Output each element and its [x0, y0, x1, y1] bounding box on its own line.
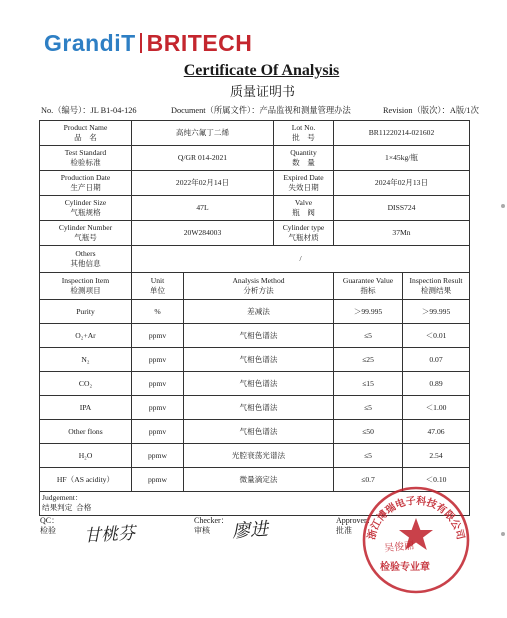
cylinder-number-label: Cylinder Number 气瓶号 — [40, 221, 132, 246]
test-standard-value: Q/GR 014-2021 — [132, 146, 274, 171]
result-cell: 0.07 — [403, 348, 470, 372]
method-cell: 气相色谱法 — [184, 348, 334, 372]
scan-edge-mark — [501, 532, 505, 536]
judgement-result: 结果判定 合格 — [42, 503, 92, 512]
valve-label: Valve 瓶 阀 — [274, 196, 334, 221]
inspection-header-row — [40, 273, 470, 300]
guarantee-cell: ≤5 — [334, 444, 403, 468]
logo-grandit: GrandiT — [44, 30, 136, 56]
logo-divider — [140, 33, 142, 53]
title-zh: 质量证明书 — [229, 84, 295, 99]
unit-cell: % — [132, 300, 184, 324]
lot-label: Lot No. 批 号 — [274, 121, 334, 146]
guarantee-cell: ≤5 — [334, 324, 403, 348]
info-row — [40, 221, 470, 246]
certificate-table — [39, 120, 470, 516]
expired-date-label: Expired Date 失效日期 — [274, 171, 334, 196]
doc-reference: Document（所属文件）：产品监视和测量管理办法 — [171, 106, 351, 115]
method-cell: 气相色谱法 — [184, 420, 334, 444]
method-cell: 光腔衰荡光谱法 — [184, 444, 334, 468]
method-cell: 气相色谱法 — [184, 396, 334, 420]
production-date-label: Production Date 生产日期 — [40, 171, 132, 196]
item-cell: O₂+Ar — [40, 324, 132, 348]
guarantee-cell: ≤15 — [334, 372, 403, 396]
test-standard-label: Test Standard 检验标准 — [40, 146, 132, 171]
guarantee-cell: ≤25 — [334, 348, 403, 372]
result-cell: 2.54 — [403, 444, 470, 468]
judgement-label: Judgement： — [42, 493, 83, 502]
table-row — [40, 372, 470, 396]
unit-cell: ppmv — [132, 396, 184, 420]
doc-number: No.（编号）：JL B1-04-126 — [41, 106, 137, 115]
judgement-value: 合格 — [76, 503, 92, 512]
cylinder-type-label: Cylinder type 气瓶材质 — [274, 221, 334, 246]
guarantee-cell: ≤5 — [334, 396, 403, 420]
header-item: Inspection Item 检测项目 — [40, 273, 132, 300]
approver-signature: 吴俊丽 — [383, 540, 415, 555]
product-name-label: Product Name 品 名 — [40, 121, 132, 146]
cylinder-number-value: 20W284003 — [132, 221, 274, 246]
method-cell: 微量滴定法 — [184, 468, 334, 492]
seal-department: 检验专业章 — [380, 562, 430, 573]
result-cell: ＜0.01 — [403, 324, 470, 348]
info-row — [40, 171, 470, 196]
product-name-value: 高纯六氟丁二烯 — [132, 121, 274, 146]
lot-value: BR11220214-021602 — [334, 121, 470, 146]
item-cell: Other flons — [40, 420, 132, 444]
valve-value: DISS724 — [334, 196, 470, 221]
table-row — [40, 300, 470, 324]
table-row — [40, 444, 470, 468]
qc-signature-label: QC： 检验 — [40, 516, 60, 535]
result-cell: ＜1.00 — [403, 396, 470, 420]
method-cell: 气相色谱法 — [184, 372, 334, 396]
unit-cell: ppmv — [132, 420, 184, 444]
header-method: Analysis Method 分析方法 — [184, 273, 334, 300]
title-en-wrap — [0, 62, 507, 80]
item-cell: H₂O — [40, 444, 132, 468]
item-cell: Purity — [40, 300, 132, 324]
cylinder-size-value: 47L — [132, 196, 274, 221]
header-result: Inspection Result 检测结果 — [403, 273, 470, 300]
scan-edge-mark — [501, 204, 505, 208]
quantity-label: Quantity 数 量 — [274, 146, 334, 171]
result-cell: 47.06 — [403, 420, 470, 444]
checker-signature: 廖进 — [231, 518, 269, 542]
guarantee-cell: ≤50 — [334, 420, 403, 444]
quantity-value: 1×45kg/瓶 — [334, 146, 470, 171]
info-row — [40, 246, 470, 273]
result-cell: ＞99.995 — [403, 300, 470, 324]
result-cell: 0.89 — [403, 372, 470, 396]
info-row — [40, 121, 470, 146]
doc-revision: Revision（版次）：A版/1次 — [383, 106, 479, 115]
title-en: Certificate Of Analysis — [183, 62, 340, 79]
method-cell: 差减法 — [184, 300, 334, 324]
item-cell: IPA — [40, 396, 132, 420]
item-cell: CO₂ — [40, 372, 132, 396]
unit-cell: ppmw — [132, 468, 184, 492]
seal-org-text: 浙江博瑞电子科技有限公司 — [366, 495, 466, 541]
table-row — [40, 348, 470, 372]
result-cell: ＜0.10 — [403, 468, 470, 492]
checker-signature-label: Checker： 审核 — [194, 516, 229, 535]
company-logo — [44, 30, 252, 57]
guarantee-cell: ≤0.7 — [334, 468, 403, 492]
table-row — [40, 396, 470, 420]
unit-cell: ppmv — [132, 324, 184, 348]
item-cell: N₂ — [40, 348, 132, 372]
logo-britech: BRITECH — [146, 30, 253, 56]
header-unit: Unit 单位 — [132, 273, 184, 300]
info-row — [40, 196, 470, 221]
approver-signature-label: Approver： 批准 — [336, 516, 375, 535]
production-date-value: 2022年02月14日 — [132, 171, 274, 196]
method-cell: 气相色谱法 — [184, 324, 334, 348]
info-row — [40, 146, 470, 171]
expired-date-value: 2024年02月13日 — [334, 171, 470, 196]
unit-cell: ppmv — [132, 348, 184, 372]
others-value: / — [132, 246, 470, 273]
company-seal — [360, 484, 472, 596]
unit-cell: ppmw — [132, 444, 184, 468]
header-guarantee: Guarantee Value 指标 — [334, 273, 403, 300]
title-zh-wrap — [0, 81, 507, 100]
table-row — [40, 324, 470, 348]
unit-cell: ppmv — [132, 372, 184, 396]
cylinder-type-value: 37Mn — [334, 221, 470, 246]
table-row — [40, 420, 470, 444]
others-label: Others 其他信息 — [40, 246, 132, 273]
item-cell: HF（AS acidity） — [40, 468, 132, 492]
qc-signature: 甘桃芬 — [83, 523, 136, 546]
guarantee-cell: ＞99.995 — [334, 300, 403, 324]
cylinder-size-label: Cylinder Size 气瓶规格 — [40, 196, 132, 221]
